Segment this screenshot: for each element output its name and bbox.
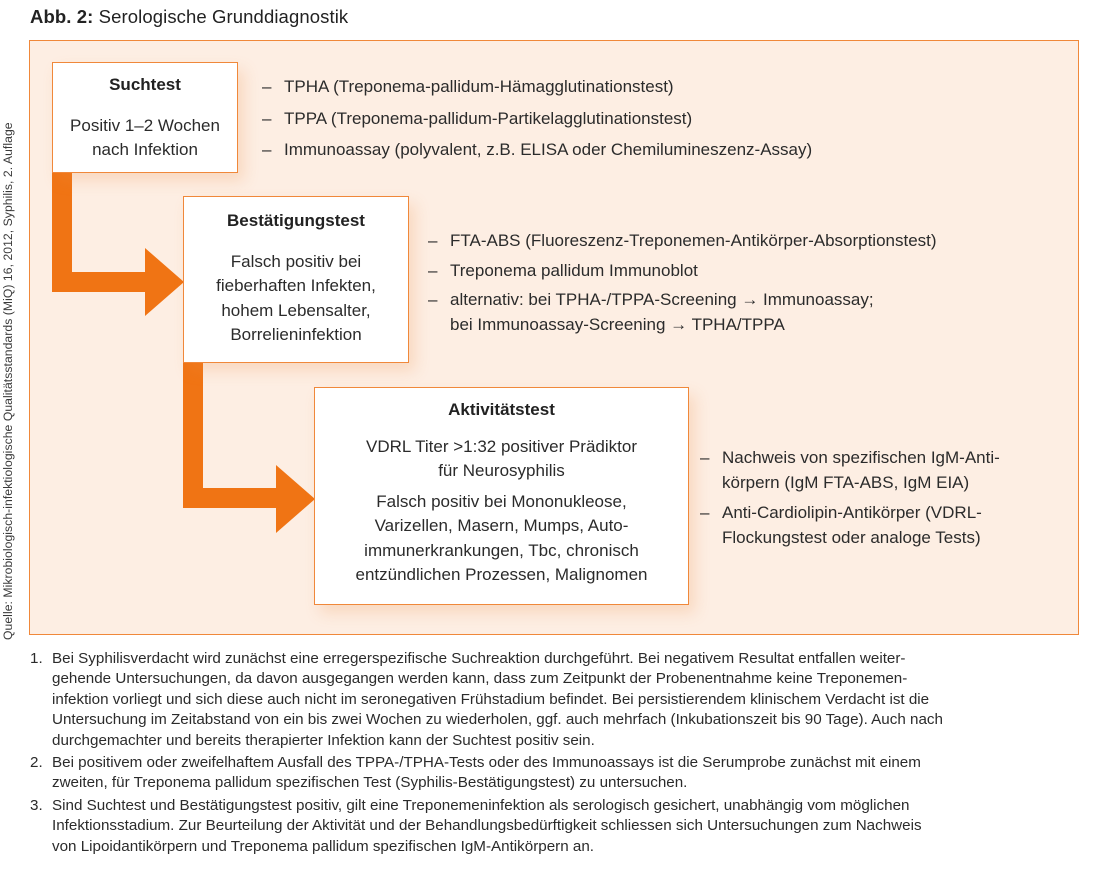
list-item: – TPPA (Treponema-pallidum-Partikelagglutinationstest) (262, 108, 693, 128)
bestaetigungstest-box (183, 196, 409, 363)
footnote-1: 1. Bei Syphilisverdacht wird zunächst eine erregerspezifische Suchreaktion durchgeführt. Bei negativem Resultat entfallen weiter- gehende Untersuchungen, da davon ausgegangen werden kann, dass zum Zeitpunkt der Probenentnahme keine Treponemen- infektion vorliegt und sich diese auch nicht im seronegativen Frühstadium befindet. Bei persistierendem klinischem Verdacht ist die Untersuchung im Zeitabstand von ein bis zwei Wochen zu wiederholen, ggf. auch mehrfach (Inkubationszeit bis 90 Tage). Auch nach durchgemachter und bereits therapierter Infektion kann der Suchtest positiv sein. (30, 650, 943, 749)
list-item: – Treponema pallidum Immunoblot (428, 260, 698, 280)
list-item: – Nachweis von spezifischen IgM-Anti- körpern (IgM FTA-ABS, IgM EIA) (700, 448, 1000, 492)
source-caption: Quelle: Mikrobiologisch-infektiologische Qualitätsstandards (MiQ) 16, 2012, Syphilis, 2. Auflage (1, 122, 15, 640)
list-item: – Immunoassay (polyvalent, z.B. ELISA oder Chemilumineszenz-Assay) (262, 140, 813, 159)
aktivitaetstest-predictor: VDRL Titer >1:32 positiver Prädiktor für Neurosyphilis (365, 436, 637, 480)
aktivitaetstest-title: Aktivitätstest (448, 400, 555, 419)
aktivitaetstest-false-positives: Falsch positiv bei Mononukleose, Varizellen, Masern, Mumps, Auto- immunerkrankungen, Tbc, chronisch entzündlichen Prozessen, Malignomen (355, 491, 648, 584)
arrow-bestaetigung-to-aktivitaet-icon (183, 362, 315, 533)
footnote-2: 2. Bei positivem oder zweifelhaftem Ausfall des TPPA-/TPHA-Tests oder des Immunoassays ist die Serumprobe zunächst mit einem zweiten, für Treponema pallidum spezifischen Test (Syphilis-Bestätigungstest) zu untersuchen. (30, 754, 921, 792)
figure-title-text: Serologische Grunddiagnostik (98, 6, 349, 27)
aktivitaetstest-test-list (700, 446, 1000, 550)
bestaetigungstest-test-list (428, 229, 937, 337)
suchtest-title: Suchtest (109, 75, 181, 94)
figure-label: Abb. 2: (30, 6, 94, 27)
suchtest-box (52, 62, 238, 173)
footnotes (30, 649, 1090, 857)
suchtest-test-list (262, 75, 812, 163)
footnote-3: 3. Sind Suchtest und Bestätigungstest positiv, gilt eine Treponemeninfektion als serologisch gesichert, unabhängig vom möglichen Infektionsstadium. Zur Beurteilung der Aktivität und der Behandlungsbedürftigkeit schliessen sich Untersuchungen zum Nachweis von Lipoidantikörpern und Treponema pallidum spezifischen IgM-Antikörpern an. (30, 796, 922, 855)
bestaetigungstest-description: Falsch positiv bei fieberhaften Infekten, hohem Lebensalter, Borrelieninfektion (216, 251, 376, 344)
list-item: – alternativ: bei TPHA-/TPPA-Screening → Immunoassay; bei Immunoassay-Screening → TPHA/TPPA (428, 290, 874, 334)
list-item: – Anti-Cardiolipin-Antikörper (VDRL- Flockungstest oder analoge Tests) (700, 503, 982, 547)
aktivitaetstest-box (314, 387, 689, 605)
suchtest-description: Positiv 1–2 Wochen nach Infektion (70, 115, 220, 159)
list-item: – TPHA (Treponema-pallidum-Hämagglutinationstest) (262, 77, 674, 96)
bestaetigungstest-title: Bestätigungstest (227, 211, 365, 230)
list-item: – FTA-ABS (Fluoreszenz-Treponemen-Antikörper-Absorptionstest) (428, 231, 937, 250)
arrow-suchtest-to-bestaetigung-icon (52, 172, 184, 316)
